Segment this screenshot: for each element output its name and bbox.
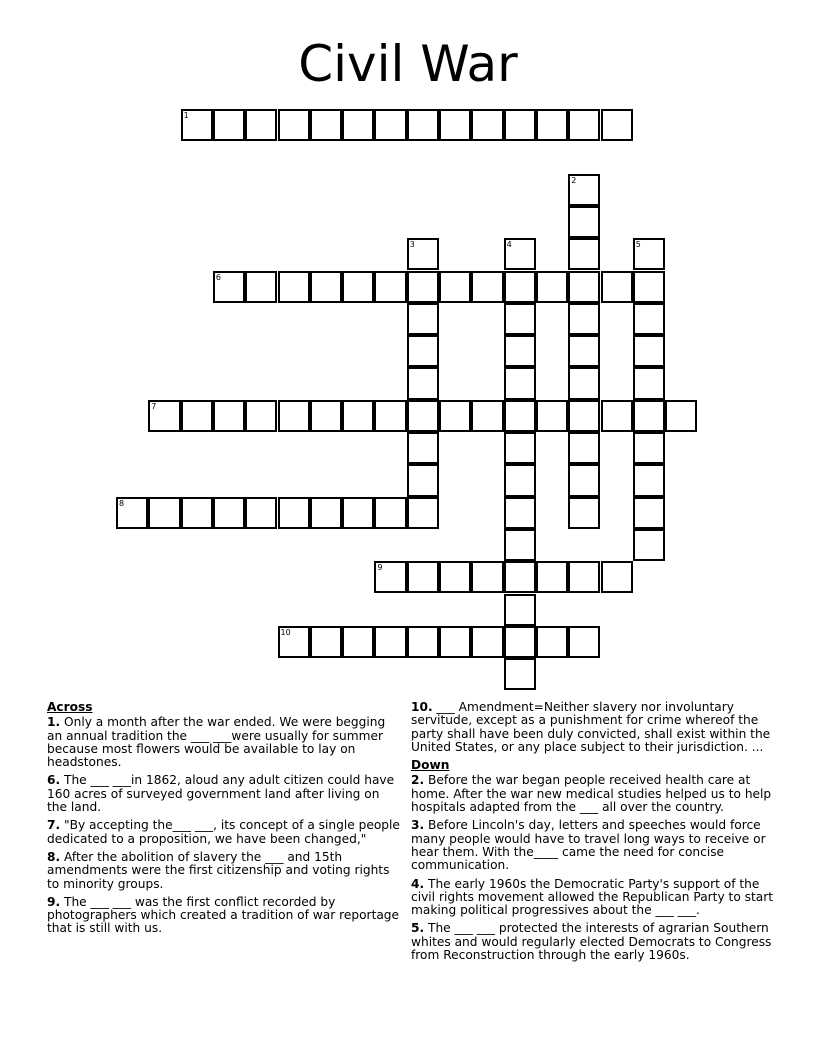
grid-cell[interactable] <box>568 432 600 464</box>
grid-cell[interactable] <box>633 367 665 399</box>
grid-cell[interactable] <box>568 206 600 238</box>
grid-cell[interactable] <box>504 529 536 561</box>
clues-right-column <box>411 701 786 967</box>
grid-cell[interactable] <box>439 271 471 303</box>
clue-text: Only a month after the war ended. We were begging an annual tradition the ___ ___were usually for summer because most flowers would be available to lay on headstones. <box>47 715 386 770</box>
grid-cell[interactable] <box>278 497 310 529</box>
clue-number: 10. <box>411 700 433 714</box>
clue-item <box>47 851 402 891</box>
grid-cell[interactable] <box>471 109 503 141</box>
grid-cell[interactable] <box>407 626 439 658</box>
grid-cell[interactable] <box>504 303 536 335</box>
grid-cell[interactable] <box>504 400 536 432</box>
clue-number: 7. <box>47 818 61 833</box>
grid-cell[interactable] <box>407 497 439 529</box>
grid-cell[interactable] <box>504 594 536 626</box>
grid-cell[interactable] <box>568 561 600 593</box>
grid-cell[interactable] <box>439 109 471 141</box>
grid-cell[interactable] <box>504 561 536 593</box>
clue-number: 5. <box>411 921 425 936</box>
grid-cell[interactable] <box>181 109 213 141</box>
clue-item <box>47 716 402 769</box>
grid-cell[interactable] <box>633 497 665 529</box>
clue-item <box>47 819 402 846</box>
grid-cell[interactable] <box>407 432 439 464</box>
grid-cell[interactable] <box>439 400 471 432</box>
clue-number: 3. <box>411 818 425 833</box>
grid-cell[interactable] <box>633 432 665 464</box>
grid-cell[interactable] <box>504 432 536 464</box>
clue-number: 9. <box>47 894 61 909</box>
cell-number: 9 <box>377 563 383 573</box>
grid-cell[interactable] <box>568 626 600 658</box>
clue-number: 2. <box>411 773 425 788</box>
clue-item <box>411 878 786 918</box>
grid-cell[interactable] <box>342 626 374 658</box>
grid-cell[interactable] <box>568 335 600 367</box>
grid-cell[interactable] <box>568 464 600 496</box>
cell-number: 3 <box>409 240 415 250</box>
grid-cell[interactable] <box>601 271 633 303</box>
grid-cell[interactable] <box>504 238 536 270</box>
grid-cell[interactable] <box>213 400 245 432</box>
grid-cell[interactable] <box>601 561 633 593</box>
grid-cell[interactable] <box>633 238 665 270</box>
clue-item <box>411 922 786 962</box>
grid-cell[interactable] <box>568 174 600 206</box>
grid-cell[interactable] <box>310 400 342 432</box>
clue-text: The early 1960s the Democratic Party's support of the civil rights movement allowed the Republican Party to start making political progressives about the ___ ___. <box>411 876 774 918</box>
grid-cell[interactable] <box>568 400 600 432</box>
grid-cell[interactable] <box>278 109 310 141</box>
grid-cell[interactable] <box>504 626 536 658</box>
clue-text: ___ Amendment=Neither slavery nor involuntary servitude, except as a punishment for crime whereof the party shall have been duly convicted, shall exist within the United States, or any place subject to their jurisdiction. ... <box>411 700 771 754</box>
grid-cell[interactable] <box>278 271 310 303</box>
grid-cell[interactable] <box>568 367 600 399</box>
grid-cell[interactable] <box>342 400 374 432</box>
grid-cell[interactable] <box>471 561 503 593</box>
grid-cell[interactable] <box>181 400 213 432</box>
grid-cell[interactable] <box>374 400 406 432</box>
clue-text: The ___ ___in 1862, aloud any adult citizen could have 160 acres of surveyed government land after living on the land. <box>47 773 395 815</box>
grid-cell[interactable] <box>536 626 568 658</box>
grid-cell[interactable] <box>504 464 536 496</box>
grid-cell[interactable] <box>310 626 342 658</box>
cell-number: 6 <box>215 272 221 282</box>
grid-cell[interactable] <box>245 497 277 529</box>
grid-cell[interactable] <box>374 497 406 529</box>
grid-cell[interactable] <box>374 271 406 303</box>
grid-cell[interactable] <box>148 497 180 529</box>
clue-number: 6. <box>47 773 61 788</box>
clue-number: 8. <box>47 849 61 864</box>
cell-number: 8 <box>119 498 125 508</box>
clue-text: After the abolition of slavery the ___ and 15th amendments were the first citizenship and voting rights to minority groups. <box>47 849 390 891</box>
grid-cell[interactable] <box>213 109 245 141</box>
grid-cell[interactable] <box>633 529 665 561</box>
clues-left-column <box>47 701 402 941</box>
cell-number: 10 <box>280 627 291 637</box>
grid-cell[interactable] <box>342 271 374 303</box>
clue-number: 1. <box>47 715 61 730</box>
grid-cell[interactable] <box>116 497 148 529</box>
cell-number: 4 <box>506 240 512 250</box>
down-heading: Down <box>411 758 450 773</box>
grid-cell[interactable] <box>245 400 277 432</box>
grid-cell[interactable] <box>536 109 568 141</box>
clue-item <box>47 896 402 936</box>
grid-cell[interactable] <box>407 464 439 496</box>
grid-cell[interactable] <box>471 271 503 303</box>
grid-cell[interactable] <box>342 497 374 529</box>
grid-cell[interactable] <box>213 271 245 303</box>
grid-cell[interactable] <box>342 109 374 141</box>
grid-cell[interactable] <box>504 367 536 399</box>
grid-cell[interactable] <box>407 367 439 399</box>
across-heading: Across <box>47 700 93 714</box>
clue-item <box>411 819 786 872</box>
grid-cell[interactable] <box>245 271 277 303</box>
grid-cell[interactable] <box>504 658 536 690</box>
cell-number: 2 <box>571 175 577 185</box>
grid-cell[interactable] <box>310 271 342 303</box>
grid-cell[interactable] <box>439 626 471 658</box>
grid-cell[interactable] <box>407 335 439 367</box>
cell-number: 1 <box>183 111 189 120</box>
grid-cell[interactable] <box>181 497 213 529</box>
grid-cell[interactable] <box>504 497 536 529</box>
grid-cell[interactable] <box>601 109 633 141</box>
grid-cell[interactable] <box>568 303 600 335</box>
grid-cell[interactable] <box>504 271 536 303</box>
grid-cell[interactable] <box>213 497 245 529</box>
grid-cell[interactable] <box>407 303 439 335</box>
grid-cell[interactable] <box>374 109 406 141</box>
grid-cell[interactable] <box>148 400 180 432</box>
grid-cell[interactable] <box>568 238 600 270</box>
clue-item <box>47 774 402 814</box>
grid-cell[interactable] <box>374 561 406 593</box>
grid-cell[interactable] <box>407 400 439 432</box>
clue-text: The ___ ___ protected the interests of agrarian Southern whites and would regularly elected Democrats to Congress from Reconstruction through the early 1960s. <box>411 921 772 963</box>
grid-cell[interactable] <box>407 271 439 303</box>
puzzle-title: Civil War <box>298 35 518 93</box>
grid-cell[interactable] <box>278 400 310 432</box>
grid-cell[interactable] <box>536 400 568 432</box>
clue-text: Before Lincoln's day, letters and speeches would force many people would have to travel long ways to receive or hear them. With the____ came the need for concise communication. <box>411 818 766 873</box>
grid-cell[interactable] <box>407 561 439 593</box>
grid-cell[interactable] <box>633 303 665 335</box>
down-clues <box>411 774 786 962</box>
cell-number: 5 <box>635 240 641 250</box>
grid-cell[interactable] <box>471 400 503 432</box>
clue-text: Before the war began people received health care at home. After the war new medical studies helped us to help hospitals adapted from the ___ all over the country. <box>411 773 772 815</box>
grid-cell[interactable] <box>407 109 439 141</box>
grid-cell[interactable] <box>665 400 697 432</box>
grid-cell[interactable] <box>504 109 536 141</box>
clue-text: "By accepting the___ ___, its concept of a single people dedicated to a proposition, we have been changed," <box>47 818 400 846</box>
clue-item <box>411 701 786 754</box>
across-clues-continued <box>411 701 786 754</box>
grid-cell[interactable] <box>310 109 342 141</box>
grid-cell[interactable] <box>568 271 600 303</box>
grid-cell[interactable] <box>310 497 342 529</box>
across-clues <box>47 716 402 935</box>
grid-cell[interactable] <box>439 561 471 593</box>
clue-item <box>411 774 786 814</box>
grid-cell[interactable] <box>245 109 277 141</box>
grid-cell[interactable] <box>407 238 439 270</box>
grid-cell[interactable] <box>633 271 665 303</box>
clue-text: The ___ ___ was the first conflict recorded by photographers which created a tradition of war reportage that is still with us. <box>47 894 400 936</box>
grid-cell[interactable] <box>536 561 568 593</box>
grid-cell[interactable] <box>536 271 568 303</box>
grid-cell[interactable] <box>471 626 503 658</box>
grid-cell[interactable] <box>633 464 665 496</box>
grid-cell[interactable] <box>278 626 310 658</box>
grid-cell[interactable] <box>633 400 665 432</box>
grid-cell[interactable] <box>504 335 536 367</box>
grid-cell[interactable] <box>568 497 600 529</box>
grid-cell[interactable] <box>633 335 665 367</box>
cell-number: 7 <box>151 401 157 411</box>
grid-cell[interactable] <box>601 400 633 432</box>
grid-cell[interactable] <box>568 109 600 141</box>
grid-cell[interactable] <box>374 626 406 658</box>
clue-number: 4. <box>411 876 425 891</box>
